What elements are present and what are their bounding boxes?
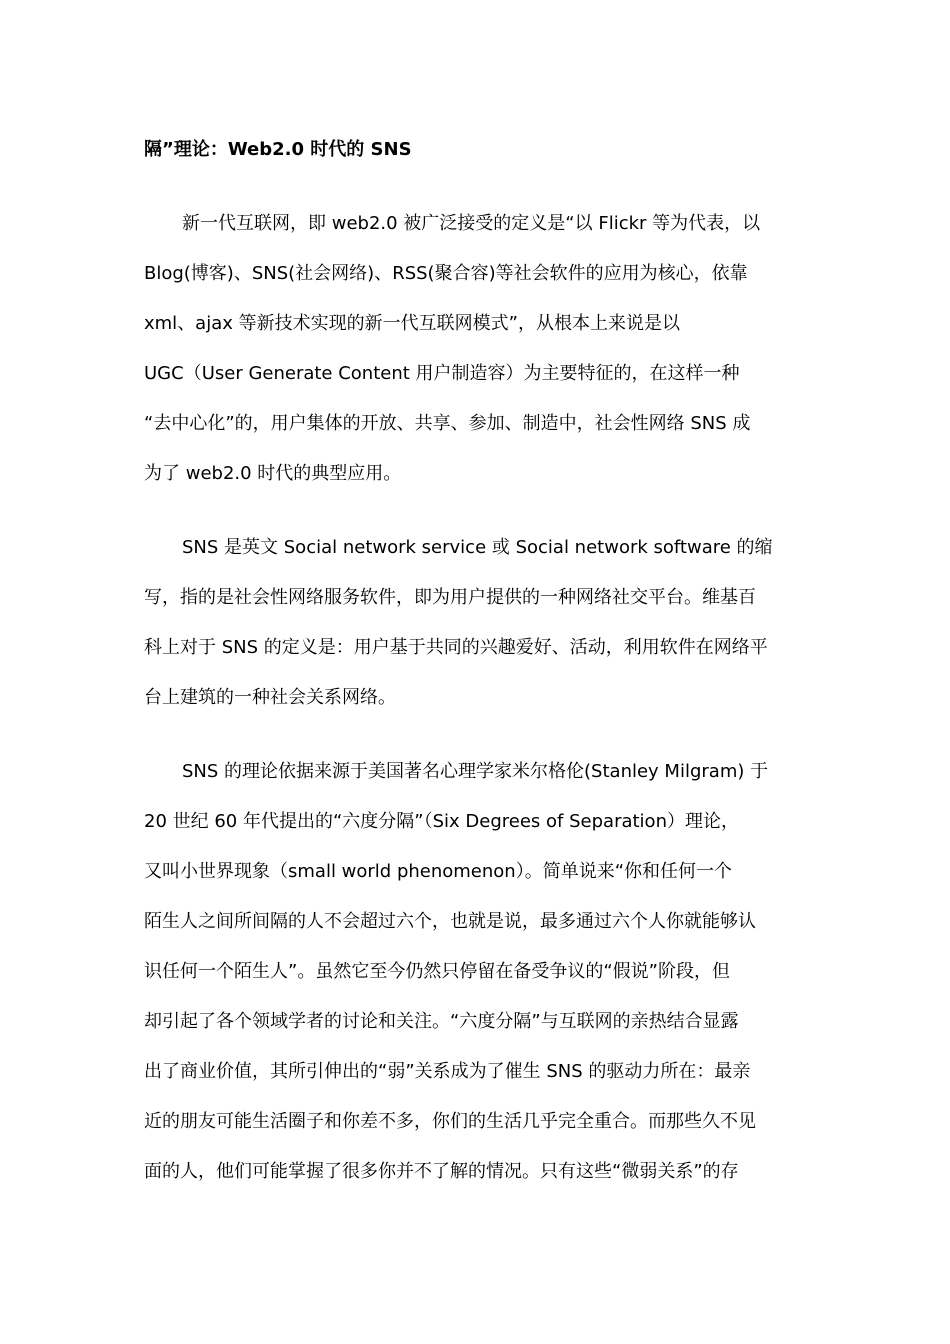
paragraph-line: SNS 的理论依据来源于美国著名心理学家米尔格伦(Stanley Milgram) 于 <box>182 761 769 782</box>
paragraph-line: xml、ajax 等新技术实现的新一代互联网模式”，从根本上来说是以 <box>144 313 680 334</box>
paragraph-line: 写，指的是社会性网络服务软件，即为用户提供的一种网络社交平台。维基百 <box>144 587 756 608</box>
paragraph-line: “去中心化”的，用户集体的开放、共享、参加、制造中，社会性网络 SNS 成 <box>144 413 751 434</box>
paragraph-line: SNS 是英文 Social network service 或 Social network software 的缩 <box>182 537 773 558</box>
paragraph-line: 又叫小世界现象（small world phenomenon）。简单说来“你和任何一个 <box>144 861 733 882</box>
paragraph-line: 识任何一个陌生人”。虽然它至今仍然只停留在备受争议的“假说”阶段，但 <box>144 961 730 982</box>
paragraph-line: 出了商业价值，其所引伸出的“弱”关系成为了催生 SNS 的驱动力所在：最亲 <box>144 1061 751 1082</box>
paragraph-line: 近的朋友可能生活圈子和你差不多，你们的生活几乎完全重合。而那些久不见 <box>144 1111 756 1132</box>
paragraph-line: 台上建筑的一种社会关系网络。 <box>144 687 396 708</box>
paragraph-line: 陌生人之间所间隔的人不会超过六个，也就是说，最多通过六个人你就能够认 <box>144 911 756 932</box>
paragraph-line: 面的人，他们可能掌握了很多你并不了解的情况。只有这些“微弱关系”的存 <box>144 1161 739 1182</box>
paragraph-line: 科上对于 SNS 的定义是：用户基于共同的兴趣爱好、活动，利用软件在网络平 <box>144 637 768 658</box>
section-heading: 隔”理论：Web2.0 时代的 SNS <box>144 139 412 160</box>
paragraph-web20-definition <box>144 199 816 499</box>
paragraph-line: UGC（User Generate Content 用户制造容）为主要特征的，在这样一种 <box>144 363 740 384</box>
paragraph-line: 却引起了各个领域学者的讨论和关注。“六度分隔”与互联网的亲热结合显露 <box>144 1011 739 1032</box>
paragraph-sns-definition <box>144 523 816 723</box>
paragraph-line: 20 世纪 60 年代提出的“六度分隔”（Six Degrees of Separation）理论， <box>144 811 739 832</box>
paragraph-line: Blog(博客)、SNS(社会网络)、RSS(聚合容)等社会软件的应用为核心，依靠 <box>144 263 748 284</box>
paragraph-line: 为了 web2.0 时代的典型应用。 <box>144 463 402 484</box>
paragraph-six-degrees-theory <box>144 747 816 1197</box>
paragraph-line: 新一代互联网，即 web2.0 被广泛接受的定义是“以 Flickr 等为代表，以 <box>182 213 761 234</box>
